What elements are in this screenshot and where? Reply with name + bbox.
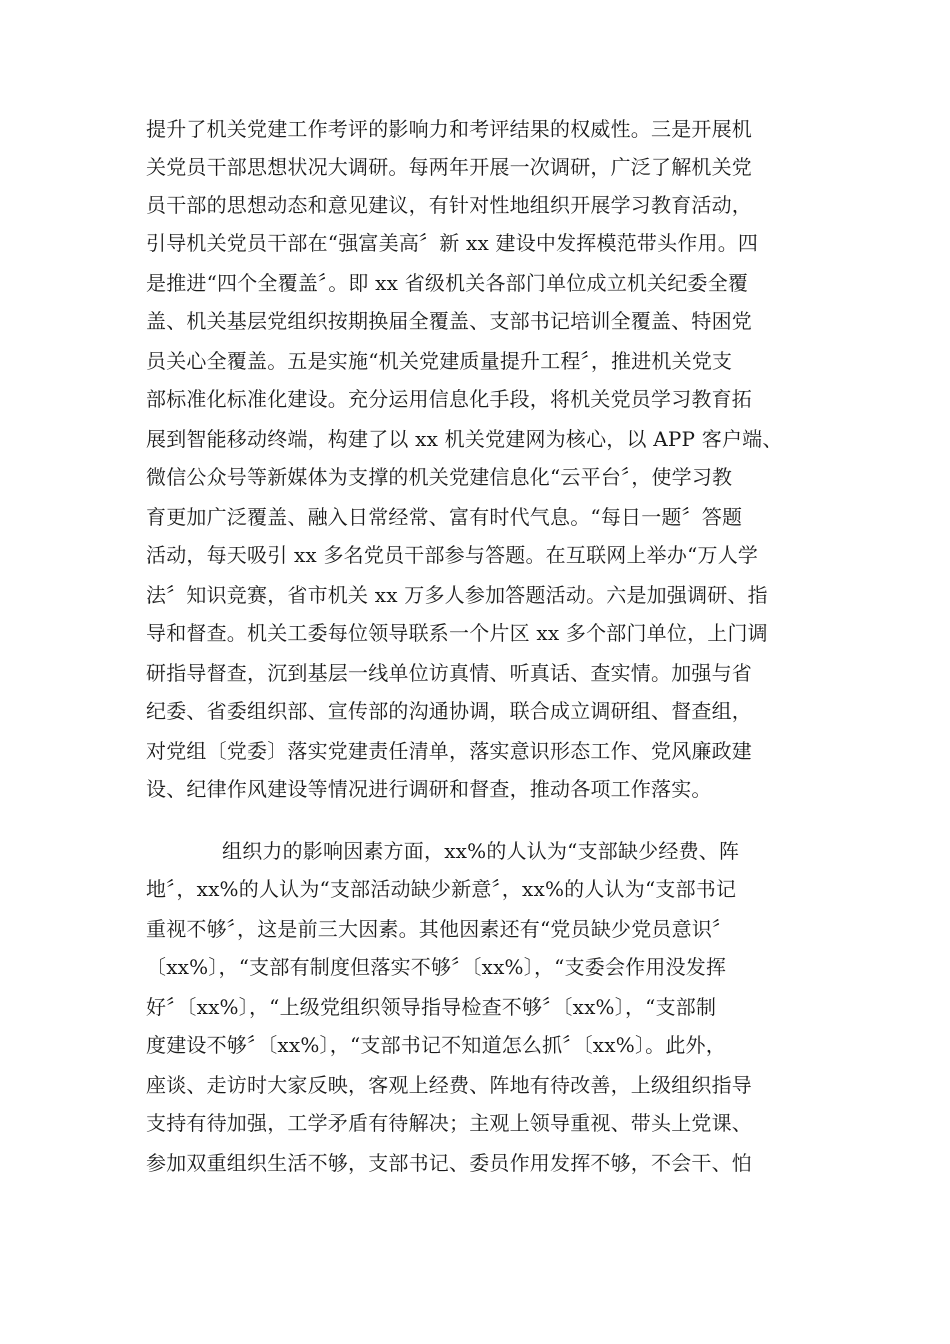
text-line: 关党员干部思想状况大调研。每两年开展一次调研，广泛了解机关党 (146, 155, 752, 179)
text-line: 地〞，xx%的人认为“支部活动缺少新意〞，xx%的人认为“支部书记 (146, 877, 737, 901)
text-line: 提升了机关党建工作考评的影响力和考评结果的权威性。三是开展机 (146, 117, 752, 141)
text-line: 员关心全覆盖。五是实施“机关党建质量提升工程〞，推进机关党支 (146, 349, 733, 373)
text-line: 研指导督查，沉到基层一线单位访真情、听真话、查实情。加强与省 (146, 661, 752, 685)
text-line: 育更加广泛覆盖、融入日常经常、富有时代气息。“每日一题〞答题 (146, 505, 743, 529)
text-line: 盖、机关基层党组织按期换届全覆盖、支部书记培训全覆盖、特困党 (146, 309, 752, 333)
text-line: 导和督查。机关工委每位领导联系一个片区 xx 多个部门单位，上门调 (146, 621, 768, 645)
text-line: 活动，每天吸引 xx 多名党员干部参与答题。在互联网上举办“万人学 (146, 543, 759, 567)
text-line: 组织力的影响因素方面，xx%的人认为“支部缺少经费、阵 (222, 839, 740, 863)
text-line: 度建设不够〞〔xx%〕，“支部书记不知道怎么抓〞〔xx%〕。此外， (146, 1033, 726, 1057)
text-line: 支持有待加强，工学矛盾有待解决；主观上领导重视、带头上党课、 (146, 1111, 752, 1135)
text-line: 员干部的思想动态和意见建议，有针对性地组织开展学习教育活动， (146, 193, 752, 217)
text-line: 好〞〔xx%〕，“上级党组织领导指导检查不够〞〔xx%〕，“支部制 (146, 995, 717, 1019)
text-line: 法〞知识竞赛，省市机关 xx 万多人参加答题活动。六是加强调研、指 (146, 583, 768, 607)
text-line: 对党组〔党委〕落实党建责任清单，落实意识形态工作、党风廉政建 (146, 739, 752, 763)
text-line: 引导机关党员干部在“强富美高〞新 xx 建设中发挥模范带头作用。四 (146, 231, 759, 255)
text-line: 纪委、省委组织部、宣传部的沟通协调，联合成立调研组、督查组， (146, 699, 752, 723)
text-line: 〔xx%〕，“支部有制度但落实不够〞〔xx%〕，“支委会作用没发挥 (146, 955, 727, 979)
text-line: 重视不够〞，这是前三大因素。其他因素还有“党员缺少党员意识〞 (146, 917, 733, 941)
text-line: 座谈、走访时大家反映，客观上经费、阵地有待改善，上级组织指导 (146, 1073, 752, 1097)
text-line: 参加双重组织生活不够，支部书记、委员作用发挥不够，不会干、怕 (146, 1151, 752, 1175)
text-line: 展到智能移动终端，构建了以 xx 机关党建网为核心，以 APP 客户端、 (146, 427, 783, 451)
text-line: 部标准化标准化建设。充分运用信息化手段，将机关党员学习教育拓 (146, 387, 752, 411)
text-line: 是推进“四个全覆盖〞。即 xx 省级机关各部门单位成立机关纪委全覆 (146, 271, 749, 295)
text-line: 设、纪律作风建设等情况进行调研和督查，推动各项工作落实。 (146, 777, 712, 801)
text-line: 微信公众号等新媒体为支撑的机关党建信息化“云平台〞，使学习教 (146, 465, 733, 489)
